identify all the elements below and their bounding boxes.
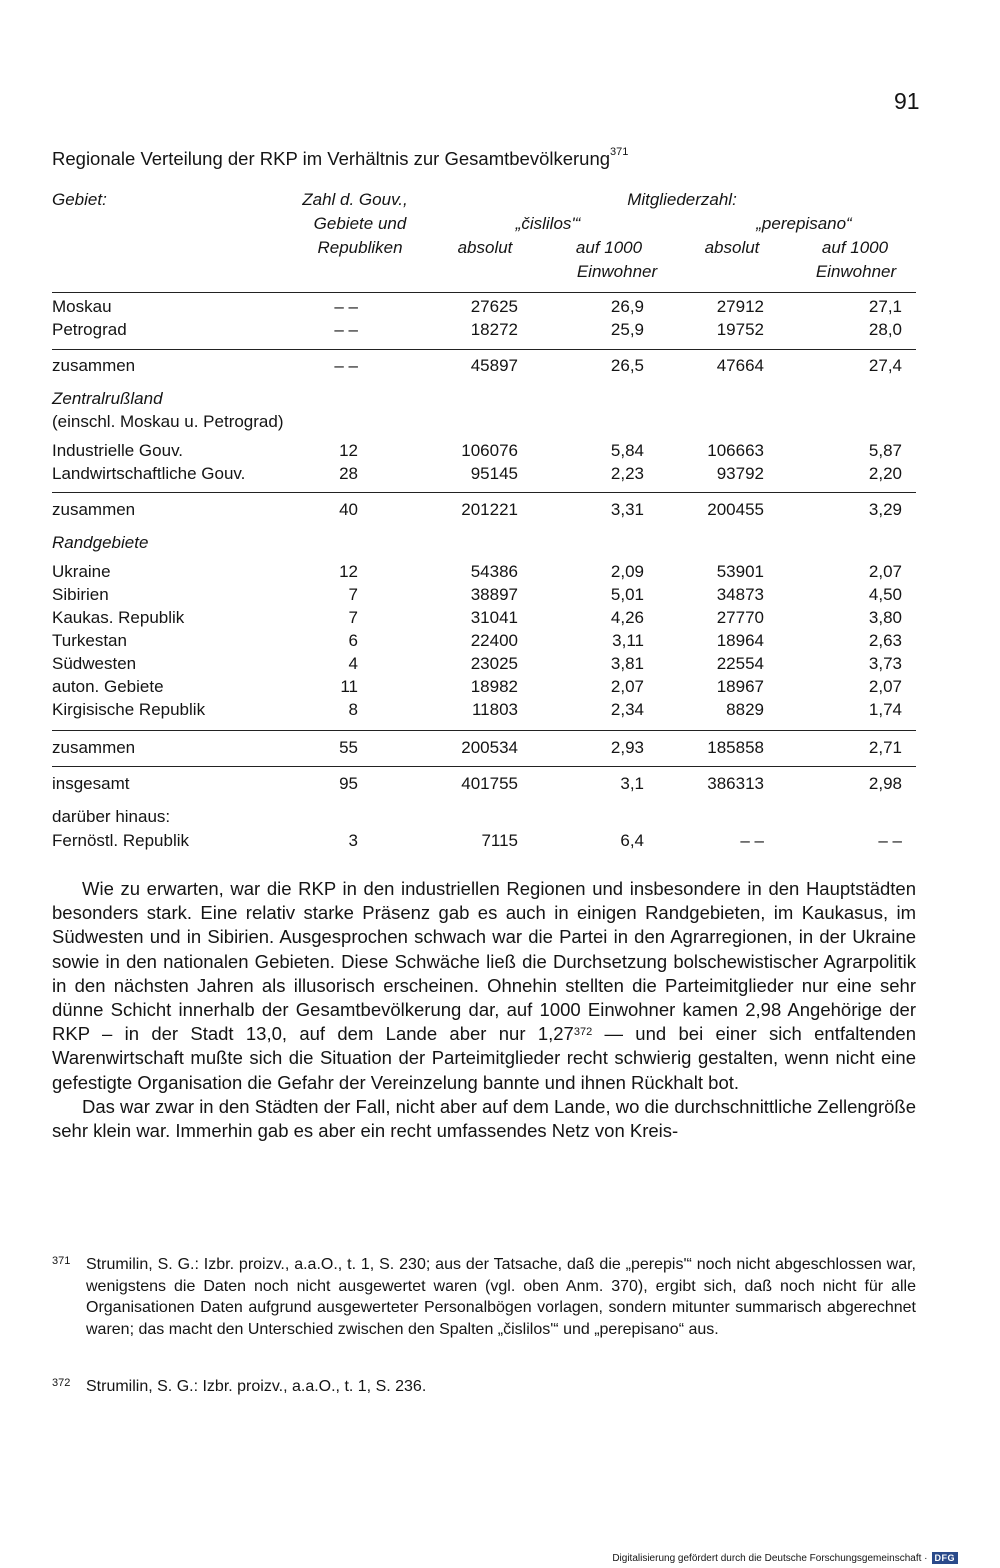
paragraph bbox=[52, 877, 916, 1095]
cell-count: 12 bbox=[339, 562, 358, 581]
cell-rate-1: 26,5 bbox=[610, 356, 644, 375]
cell-count: 55 bbox=[339, 738, 358, 757]
cell-region: Fernöstl. Republik bbox=[52, 831, 190, 850]
body-text bbox=[52, 877, 916, 1143]
cell-region: Industrielle Gouv. bbox=[52, 441, 184, 460]
cell-rate-2: 1,74 bbox=[868, 700, 902, 719]
cell-count: 12 bbox=[339, 441, 358, 460]
table-rule bbox=[52, 492, 916, 493]
table-row bbox=[52, 738, 916, 761]
table-row bbox=[52, 831, 916, 854]
cell-region: darüber hinaus: bbox=[52, 807, 171, 826]
header-zahl-line2: Gebiete und bbox=[313, 214, 407, 233]
cell-region: Kaukas. Republik bbox=[52, 608, 185, 627]
cell-absolut-1: 22400 bbox=[470, 631, 518, 650]
cell-region: zusammen bbox=[52, 500, 136, 519]
cell-region: Turkestan bbox=[52, 631, 127, 650]
cell-absolut-2: 22554 bbox=[716, 654, 764, 673]
cell-rate-2: 4,50 bbox=[868, 585, 902, 604]
cell-region: Petrograd bbox=[52, 320, 127, 339]
cell-rate-2: 28,0 bbox=[868, 320, 902, 339]
table-row bbox=[52, 464, 916, 487]
cell-absolut-2: 53901 bbox=[716, 562, 764, 581]
cell-absolut-1: 201221 bbox=[461, 500, 518, 519]
table-row bbox=[52, 774, 916, 797]
cell-absolut-1: 38897 bbox=[470, 585, 518, 604]
cell-count: 7 bbox=[348, 608, 358, 627]
table-row bbox=[52, 320, 916, 343]
header-cislilos: „čislilos'“ bbox=[515, 214, 581, 233]
table-row bbox=[52, 700, 916, 723]
header-einwohner-2: Einwohner bbox=[815, 262, 897, 281]
cell-rate-1: 3,1 bbox=[620, 774, 644, 793]
table-row bbox=[52, 608, 916, 631]
header-gebiet: Gebiet: bbox=[52, 190, 107, 209]
cell-absolut-1: 95145 bbox=[470, 464, 518, 483]
cell-rate-1: 4,26 bbox=[610, 608, 644, 627]
table-row bbox=[52, 677, 916, 700]
cell-absolut-1: 200534 bbox=[461, 738, 518, 757]
table-row bbox=[52, 297, 916, 320]
cell-region: (einschl. Moskau u. Petrograd) bbox=[52, 412, 284, 431]
cell-absolut-1: 7115 bbox=[481, 831, 518, 850]
cell-region: zusammen bbox=[52, 738, 136, 757]
footnote bbox=[52, 1376, 916, 1398]
cell-absolut-2: 185858 bbox=[707, 738, 764, 757]
footnote-mark: 372 bbox=[52, 1377, 71, 1389]
cell-rate-2: 2,98 bbox=[868, 774, 902, 793]
cell-region: Sibirien bbox=[52, 585, 109, 604]
cell-absolut-1: 31041 bbox=[470, 608, 518, 627]
cell-rate-1: 2,23 bbox=[610, 464, 644, 483]
cell-absolut-2: 47664 bbox=[716, 356, 764, 375]
table-row bbox=[52, 562, 916, 585]
cell-rate-2: 2,07 bbox=[868, 562, 902, 581]
paragraph-text: Wie zu erwarten, war die RKP in den industriellen Regionen und insbesondere in den Hauptstädten besonders stark. Eine relativ starke Präsenz gab es auch in einigen Randgebieten, im Kaukasus, im Südwesten und in Sibirien. Ausgesprochen schwach war die Partei in den Agrarregionen, in der Ukraine sowie in den nationalen Gebieten. Diese Schwäche ließ die Durchsetzung bolschewistischer Agrarpolitik in den nächsten Jahren als illusorisch erscheinen. Ohnehin stellten die Parteimitglieder nur eine sehr dünne Schicht innerhalb der Gesamtbevölkerung dar, auf 1000 Einwohner kamen 2,98 Angehörige der RKP – in der Stadt 13,0, auf dem Lande aber nur 1,27 bbox=[52, 878, 916, 1045]
header-absolut-2: absolut bbox=[704, 238, 760, 257]
cell-region: Ukraine bbox=[52, 562, 111, 581]
header-einwohner-1: Einwohner bbox=[576, 262, 658, 281]
cell-count: – – bbox=[334, 297, 358, 316]
cell-absolut-2: 200455 bbox=[707, 500, 764, 519]
cell-count: 6 bbox=[348, 631, 358, 650]
paragraph: Das war zwar in den Städten der Fall, nicht aber auf dem Lande, wo die durchschnittliche Zellengröße sehr klein war. Immerhin gab es aber ein recht umfassendes Netz von Kreis- bbox=[52, 1095, 916, 1142]
cell-rate-2: – – bbox=[878, 831, 902, 850]
cell-region: Randgebiete bbox=[52, 533, 149, 552]
paragraph-text: — und bei einer sich entfaltenden Warenwirtschaft mußte sich die Situation der Parteimitglieder recht schwierig gestalten, wenn nicht eine gefestigte Organisation die Gefahr der Vereinzelung bannte und ihnen Rückhalt bot. bbox=[52, 1023, 916, 1093]
table-section-heading bbox=[52, 533, 916, 556]
footnote-ref-371[interactable]: 371 bbox=[610, 146, 629, 158]
cell-rate-1: 3,31 bbox=[610, 500, 644, 519]
footer-text: Digitalisierung gefördert durch die Deutsche Forschungsgemeinschaft · bbox=[612, 1552, 928, 1564]
page-number: 91 bbox=[894, 88, 920, 114]
table-rule bbox=[52, 730, 916, 731]
cell-rate-2: 3,29 bbox=[868, 500, 902, 519]
cell-absolut-2: 34873 bbox=[716, 585, 764, 604]
cell-region: Kirgisische Republik bbox=[52, 700, 206, 719]
table-section-subheading bbox=[52, 412, 916, 435]
cell-rate-2: 2,71 bbox=[868, 738, 902, 757]
table-row bbox=[52, 585, 916, 608]
cell-count: 11 bbox=[340, 677, 358, 696]
cell-region: auton. Gebiete bbox=[52, 677, 164, 696]
cell-absolut-2: 18967 bbox=[716, 677, 764, 696]
header-perepisano: „perepisano“ bbox=[756, 214, 852, 233]
cell-rate-1: 5,01 bbox=[610, 585, 644, 604]
cell-region: zusammen bbox=[52, 356, 136, 375]
cell-absolut-2: 93792 bbox=[716, 464, 764, 483]
cell-rate-1: 2,34 bbox=[610, 700, 644, 719]
cell-rate-1: 2,93 bbox=[610, 738, 644, 757]
cell-absolut-1: 401755 bbox=[461, 774, 518, 793]
table-section-heading bbox=[52, 807, 916, 830]
table-rule bbox=[52, 766, 916, 767]
cell-rate-1: 6,4 bbox=[620, 831, 644, 850]
cell-absolut-1: 18982 bbox=[470, 677, 518, 696]
cell-absolut-2: 386313 bbox=[707, 774, 764, 793]
cell-absolut-1: 106076 bbox=[461, 441, 518, 460]
footnote-text: Strumilin, S. G.: Izbr. proizv., a.a.O., t. 1, S. 236. bbox=[86, 1378, 427, 1395]
cell-rate-1: 2,07 bbox=[610, 677, 644, 696]
digitization-footer bbox=[612, 1552, 958, 1564]
cell-count: 3 bbox=[348, 831, 358, 850]
header-mitgliederzahl: Mitgliederzahl: bbox=[627, 190, 737, 209]
cell-rate-2: 27,1 bbox=[868, 297, 902, 316]
cell-rate-1: 26,9 bbox=[610, 297, 644, 316]
cell-count: 95 bbox=[339, 774, 358, 793]
table-row bbox=[52, 500, 916, 523]
header-auf1000-1: auf 1000 bbox=[575, 238, 643, 257]
cell-absolut-1: 54386 bbox=[470, 562, 518, 581]
cell-rate-2: 2,07 bbox=[868, 677, 902, 696]
table-row bbox=[52, 631, 916, 654]
header-zahl-line1: Zahl d. Gouv., bbox=[302, 190, 408, 209]
cell-rate-1: 5,84 bbox=[610, 441, 644, 460]
cell-count: 4 bbox=[348, 654, 358, 673]
cell-rate-1: 3,81 bbox=[610, 654, 644, 673]
footnote-text: Strumilin, S. G.: Izbr. proizv., a.a.O., t. 1, S. 230; aus der Tatsache, daß die „perepis'“ noch nicht abgeschlossen war, wenigstens die Daten noch nicht ausgewertet waren (vgl. oben Anm. 370), ergibt sich, daß noch nicht für alle Organisationen Daten aufgrund ausgewerteter Personalbögen vorlagen, sondern mitunter summarisch abgerechnet waren; das macht den Unterschied zwischen den Spalten „čislilos'“ und „perepisano“ aus. bbox=[86, 1256, 916, 1338]
table-title-text: Regionale Verteilung der RKP im Verhältnis zur Gesamtbevölkerung bbox=[52, 148, 611, 169]
cell-rate-2: 3,73 bbox=[868, 654, 902, 673]
cell-region: Zentralrußland bbox=[52, 389, 163, 408]
cell-count: 28 bbox=[339, 464, 358, 483]
cell-absolut-2: – – bbox=[740, 831, 764, 850]
footnote bbox=[52, 1254, 916, 1340]
cell-absolut-2: 8829 bbox=[726, 700, 764, 719]
cell-count: – – bbox=[334, 356, 358, 375]
footnote-mark: 371 bbox=[52, 1255, 71, 1267]
cell-rate-2: 2,20 bbox=[868, 464, 902, 483]
cell-region: insgesamt bbox=[52, 774, 130, 793]
table-rule bbox=[52, 292, 916, 293]
cell-absolut-1: 45897 bbox=[470, 356, 518, 375]
cell-absolut-2: 27770 bbox=[716, 608, 764, 627]
dfg-logo: DFG bbox=[932, 1552, 959, 1564]
table-rule bbox=[52, 349, 916, 350]
cell-absolut-2: 27912 bbox=[716, 297, 764, 316]
cell-absolut-2: 19752 bbox=[716, 320, 764, 339]
cell-absolut-2: 18964 bbox=[716, 631, 764, 650]
cell-count: 7 bbox=[348, 585, 358, 604]
cell-rate-2: 27,4 bbox=[868, 356, 902, 375]
header-zahl-line3: Republiken bbox=[317, 238, 403, 257]
cell-absolut-1: 18272 bbox=[470, 320, 518, 339]
table-row bbox=[52, 356, 916, 379]
cell-region: Moskau bbox=[52, 297, 112, 316]
cell-rate-2: 3,80 bbox=[868, 608, 902, 627]
header-absolut-1: absolut bbox=[457, 238, 513, 257]
cell-count: 40 bbox=[339, 500, 358, 519]
cell-rate-1: 2,09 bbox=[610, 562, 644, 581]
cell-rate-1: 25,9 bbox=[610, 320, 644, 339]
header-auf1000-2: auf 1000 bbox=[821, 238, 889, 257]
cell-absolut-1: 11803 bbox=[471, 700, 518, 719]
cell-absolut-1: 27625 bbox=[470, 297, 518, 316]
cell-absolut-1: 23025 bbox=[470, 654, 518, 673]
table-row bbox=[52, 654, 916, 677]
cell-rate-2: 5,87 bbox=[868, 441, 902, 460]
cell-region: Südwesten bbox=[52, 654, 137, 673]
cell-count: – – bbox=[334, 320, 358, 339]
footnote-ref-372[interactable]: 372 bbox=[573, 1026, 593, 1039]
cell-absolut-2: 106663 bbox=[707, 441, 764, 460]
table-section-heading bbox=[52, 389, 916, 412]
cell-rate-1: 3,11 bbox=[612, 631, 644, 650]
table-title bbox=[52, 148, 628, 170]
cell-region: Landwirtschaftliche Gouv. bbox=[52, 464, 246, 483]
cell-count: 8 bbox=[348, 700, 358, 719]
cell-rate-2: 2,63 bbox=[868, 631, 902, 650]
table-row bbox=[52, 441, 916, 464]
